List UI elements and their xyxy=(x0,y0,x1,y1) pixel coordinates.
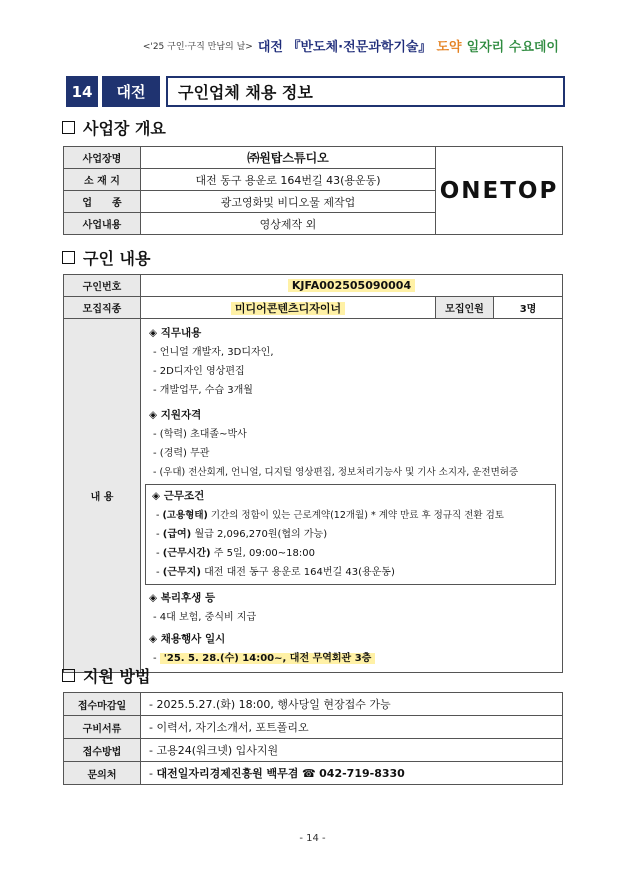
checkbox-square-icon xyxy=(62,121,75,134)
banner-title-blue: 대전 『반도체·전문과학기술』 xyxy=(257,40,432,55)
city-label: 대전 xyxy=(102,76,160,107)
section-heading-job: 구인 내용 xyxy=(62,246,150,269)
overview-label: 업 종 xyxy=(64,191,141,213)
position-label: 모집직종 xyxy=(64,297,141,319)
overview-label: 사업내용 xyxy=(64,213,141,235)
section-heading-overview: 사업장 개요 xyxy=(62,116,166,139)
section-heading-apply: 지원 방법 xyxy=(62,664,150,687)
overview-table xyxy=(63,146,563,235)
duties-title: ◈ 직무내용 xyxy=(149,327,202,339)
company-number: 14 xyxy=(66,76,98,107)
condition-item: - (급여) 월급 2,096,270원(협의 가능) xyxy=(156,529,328,540)
headcount: 3명 xyxy=(494,297,563,319)
banner-prefix: <'25 구인·구직 만남의 날> xyxy=(142,42,253,52)
banner-title-orange: 도약 xyxy=(436,40,462,55)
job-number-label: 구인번호 xyxy=(64,275,141,297)
condition-item: - (근무시간) 주 5일, 09:00~18:00 xyxy=(156,548,315,559)
job-table xyxy=(63,274,563,673)
apply-table xyxy=(63,692,563,785)
documents-value: - 이력서, 자기소개서, 포트폴리오 xyxy=(141,716,563,739)
method-value: - 고용24(워크넷) 입사지원 xyxy=(141,739,563,762)
phone-icon: ☎ xyxy=(301,767,316,780)
banner-title-green: 일자리 수요데이 xyxy=(466,40,559,55)
company-address: 대전 동구 용운로 164번길 43(용운동) xyxy=(141,169,436,191)
duty-item: - 언니얼 개발자, 3D디자인, xyxy=(153,347,274,358)
company-industry: 광고영화및 비디오물 제작업 xyxy=(141,191,436,213)
checkbox-square-icon xyxy=(62,251,75,264)
job-content xyxy=(141,319,563,673)
contact-phone: 042-719-8330 xyxy=(319,767,405,780)
duty-item: - 2D디자인 영상편집 xyxy=(153,366,245,377)
qualification-item: - (우대) 전산회계, 언니얼, 디지털 영상편집, 정보처리기능사 및 기사 소지자, 운전면허증 xyxy=(153,467,519,478)
company-business: 영상제작 외 xyxy=(141,213,436,235)
qualification-title: ◈ 지원자격 xyxy=(149,409,202,421)
welfare-title: ◈ 복리후생 등 xyxy=(149,592,216,604)
content-label: 내 용 xyxy=(64,319,141,673)
onetop-logo: ONETOP xyxy=(439,177,559,204)
company-logo xyxy=(436,147,563,235)
checkbox-square-icon xyxy=(62,669,75,682)
condition-item: - (고용형태) 기간의 정함이 있는 근로계약(12개월) * 계약 만료 후 정규직 전환 검토 xyxy=(156,510,504,521)
overview-label: 사업장명 xyxy=(64,147,141,169)
page-number: - 14 - xyxy=(299,833,326,844)
working-conditions-box xyxy=(145,484,556,585)
event-datetime: '25. 5. 28.(수) 14:00~, 대전 무역회관 3층 xyxy=(160,653,376,664)
contact-value: - 대전일자리경제진흥원 백무겸 ☎ 042-719-8330 xyxy=(141,762,563,785)
page-title-bar xyxy=(66,76,565,107)
headcount-label: 모집인원 xyxy=(436,297,494,319)
apply-label: 접수마감일 xyxy=(64,693,141,716)
condition-item: - (근무지) 대전 대전 동구 용운로 164번길 43(용운동) xyxy=(156,567,395,578)
welfare-item: - 4대 보험, 중식비 지급 xyxy=(153,612,257,623)
qualification-item: - (경력) 무관 xyxy=(153,448,210,459)
apply-label: 접수방법 xyxy=(64,739,141,762)
apply-label: 구비서류 xyxy=(64,716,141,739)
position-name: 미디어콘텐츠디자이너 xyxy=(231,302,345,315)
contact-org: 대전일자리경제진흥원 백무겸 xyxy=(156,767,299,780)
company-name: ㈜원탑스튜디오 xyxy=(141,147,436,169)
conditions-title: ◈ 근무조건 xyxy=(152,490,205,502)
position-cell xyxy=(141,297,436,319)
overview-label: 소 재 지 xyxy=(64,169,141,191)
qualification-item: - (학력) 초대졸~박사 xyxy=(153,429,247,440)
job-number: KJFA002505090004 xyxy=(288,279,415,292)
job-number-cell xyxy=(141,275,563,297)
deadline-value: - 2025.5.27.(화) 18:00, 행사당일 현장접수 가능 xyxy=(141,693,563,716)
duty-item: - 개발업무, 수습 3개월 xyxy=(153,385,253,396)
event-item: - '25. 5. 28.(수) 14:00~, 대전 무역회관 3층 xyxy=(149,649,556,668)
page-title: 구인업체 채용 정보 xyxy=(166,76,565,107)
event-title: ◈ 채용행사 일시 xyxy=(149,633,226,645)
contact-label: 문의처 xyxy=(64,762,141,785)
event-banner xyxy=(143,36,559,55)
